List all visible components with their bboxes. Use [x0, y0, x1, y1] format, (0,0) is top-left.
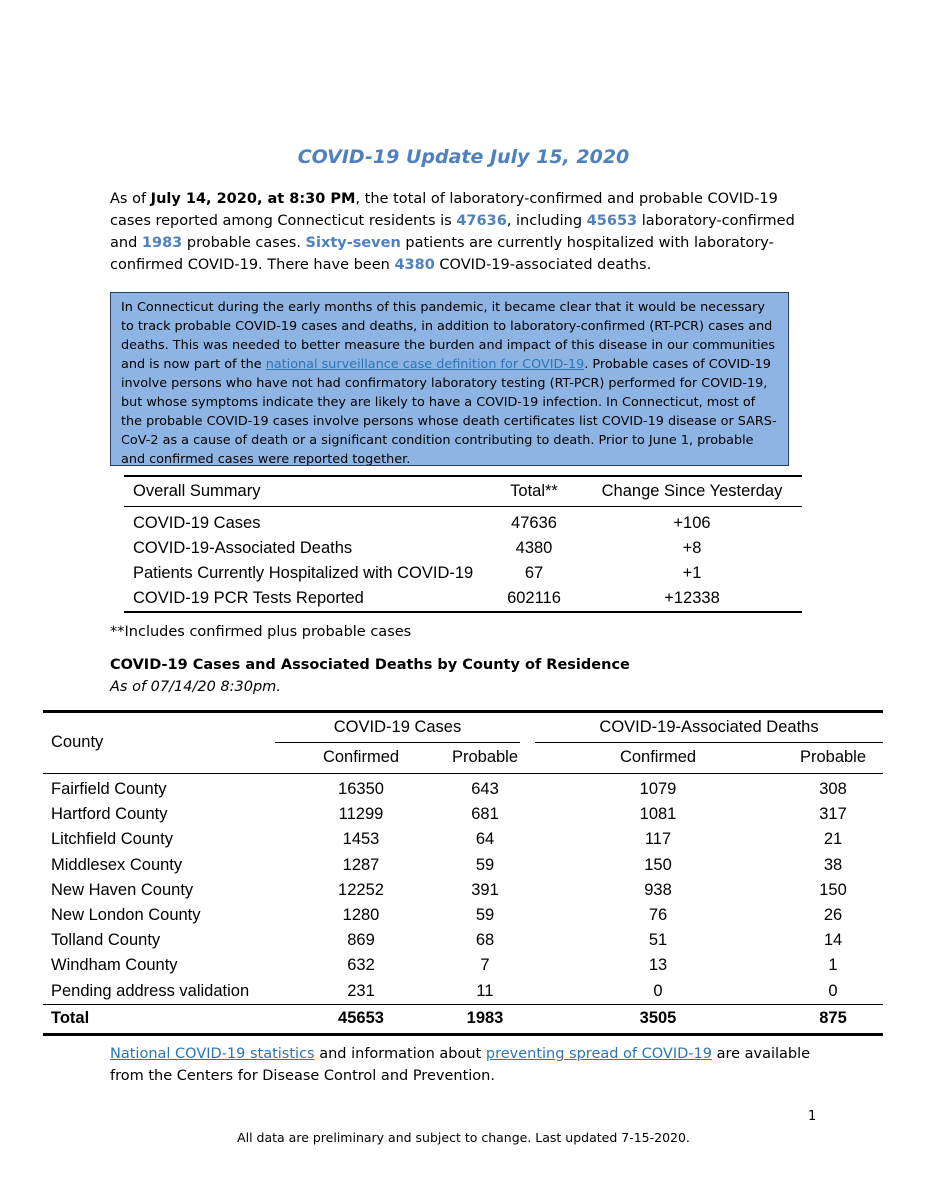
county-name: Litchfield County	[51, 830, 173, 849]
intro-text: probable cases.	[182, 235, 306, 251]
page-title: COVID-19 Update July 15, 2020	[297, 146, 630, 168]
summary-change: +106	[673, 514, 711, 532]
deaths-confirmed: 117	[644, 830, 672, 849]
intro-text: COVID-19-associated deaths.	[434, 257, 652, 273]
overall-summary-table	[124, 475, 802, 613]
county-row	[43, 853, 883, 878]
county-table-title: COVID-19 Cases and Associated Deaths by County of Residence	[110, 657, 630, 673]
county-name: Middlesex County	[51, 855, 183, 874]
county-row	[43, 903, 883, 928]
cases-confirmed: 632	[347, 956, 375, 975]
note-text-part: . Probable cases of COVID-19 involve persons who have not had confirmatory laboratory testing (RT-PCR) performed for COVID-19, but whose symptoms indicate they are likely to have a COVID-19 infection. In Connecticut, most of the probable COVID-19 cases involve persons whose death certificates list COVID-19 disease or SARS-CoV-2 as a cause of death or a significant condition contributing to death. Prior to June 1, probable and confirmed cases were reported together.	[121, 357, 777, 466]
cases-confirmed: 231	[347, 981, 375, 1000]
summary-header-change: Change Since Yesterday	[601, 482, 783, 500]
county-table-header	[43, 713, 883, 774]
county-name: New Haven County	[51, 880, 194, 899]
county-name: Hartford County	[51, 805, 168, 824]
deaths-group-header: COVID-19-Associated Deaths	[599, 718, 819, 736]
summary-total: 47636	[511, 514, 557, 532]
cdc-info-paragraph	[110, 1043, 830, 1087]
cases-probable: 68	[475, 931, 495, 950]
summary-label: COVID-19 Cases	[133, 514, 261, 532]
cases-probable: 7	[480, 956, 490, 975]
summary-row	[124, 586, 802, 611]
cases-group-header: COVID-19 Cases	[333, 718, 462, 736]
summary-total: 67	[524, 564, 544, 582]
county-row	[43, 953, 883, 978]
summary-header-label: Overall Summary	[133, 482, 261, 500]
preventing-spread-link[interactable]: preventing spread of COVID-19	[485, 1046, 712, 1062]
intro-paragraph	[110, 188, 810, 276]
cases-confirmed: 11299	[338, 805, 384, 824]
deaths-confirmed: 76	[648, 905, 668, 924]
county-row	[43, 878, 883, 903]
cases-probable: 391	[471, 880, 499, 899]
deaths-probable: 21	[823, 830, 843, 849]
county-name: Pending address validation	[51, 981, 250, 1000]
national-statistics-link[interactable]: National COVID-19 statistics	[110, 1046, 315, 1062]
summary-label: Patients Currently Hospitalized with COVID-19	[133, 564, 474, 582]
cases-probable: 11	[476, 981, 494, 1000]
cases-confirmed: 1287	[342, 855, 380, 874]
cdc-text: and information about	[314, 1046, 486, 1062]
intro-text: As of	[110, 191, 151, 207]
total-deaths-confirmed: 3505	[639, 1008, 677, 1027]
cases-probable: 643	[471, 780, 499, 798]
total-cases: 47636	[456, 213, 507, 229]
note-text-part: In Connecticut during the early months of this pandemic, it became clear that it would be necessary to track probable COVID-19 cases and deaths, in addition to laboratory-confirmed (RT-PCR) cases and deaths. This was needed to better measure the burden and impact of this disease in our communities and is now part of the	[121, 300, 776, 372]
county-name: New London County	[51, 905, 201, 924]
deaths-confirmed: 1081	[639, 805, 677, 824]
deaths-confirmed: 13	[648, 956, 668, 975]
summary-change: +8	[682, 539, 702, 557]
cases-confirmed: 869	[347, 931, 375, 950]
deaths-confirmed: 0	[653, 981, 663, 1000]
deaths-probable-header: Probable	[799, 748, 867, 766]
cases-probable: 64	[475, 830, 495, 849]
county-row	[43, 928, 883, 953]
deaths-confirmed: 1079	[639, 780, 677, 798]
county-row	[43, 802, 883, 827]
county-name: Tolland County	[51, 931, 161, 950]
cdc-text: are available from the Centers for Disease Control and Prevention.	[110, 1046, 811, 1084]
intro-text: patients are currently hospitalized with laboratory-confirmed COVID-19. There have been	[110, 235, 774, 273]
probable-cases-note	[110, 292, 789, 466]
intro-text: , including	[506, 213, 587, 229]
county-row	[43, 827, 883, 852]
summary-label: COVID-19-Associated Deaths	[133, 539, 353, 557]
county-table-subtitle: As of 07/14/20 8:30pm.	[110, 679, 281, 695]
deaths-count: 4380	[394, 257, 435, 273]
total-cases-probable: 1983	[466, 1008, 504, 1027]
summary-row	[124, 561, 802, 586]
deaths-probable: 0	[828, 981, 838, 1000]
cases-probable: 681	[471, 805, 499, 824]
deaths-confirmed-header: Confirmed	[619, 748, 697, 766]
confirmed-cases: 45653	[586, 213, 638, 229]
page-footer: All data are preliminary and subject to change. Last updated 7-15-2020.	[237, 1130, 690, 1145]
cases-probable: 59	[475, 905, 495, 924]
summary-total: 602116	[507, 589, 561, 607]
county-column-header: County	[51, 733, 104, 751]
deaths-probable: 1	[828, 956, 838, 975]
summary-row	[124, 536, 802, 561]
deaths-probable: 38	[823, 855, 843, 874]
cases-confirmed: 1280	[342, 905, 380, 924]
case-definition-link[interactable]: national surveillance case definition for COVID-19	[265, 357, 585, 372]
county-name: Windham County	[51, 956, 178, 975]
cases-probable: 59	[475, 855, 495, 874]
total-label: Total	[51, 1008, 90, 1027]
county-row	[43, 979, 883, 1004]
intro-text: laboratory-confirmed and	[110, 213, 795, 251]
hospitalized-count: Sixty-seven	[305, 235, 401, 251]
county-row	[43, 777, 883, 802]
summary-change: +12338	[664, 589, 720, 607]
deaths-probable: 26	[823, 905, 843, 924]
intro-text: , the total of laboratory-confirmed and probable COVID-19 cases reported among Connecticut residents is	[110, 191, 778, 229]
summary-header-row	[124, 477, 802, 507]
report-date: July 14, 2020, at 8:30 PM	[150, 191, 356, 207]
cases-confirmed: 1453	[342, 830, 380, 849]
deaths-confirmed: 51	[648, 931, 668, 950]
summary-total: 4380	[515, 539, 553, 557]
probable-cases: 1983	[141, 235, 183, 251]
summary-change: +1	[682, 564, 702, 582]
deaths-confirmed: 150	[644, 855, 672, 874]
county-total-row	[43, 1004, 883, 1036]
cases-probable-header: Probable	[451, 748, 519, 766]
county-table	[43, 710, 883, 1036]
deaths-probable: 308	[819, 780, 847, 798]
deaths-confirmed: 938	[644, 880, 672, 899]
summary-row	[124, 511, 802, 536]
deaths-probable: 150	[819, 880, 847, 899]
deaths-probable: 14	[823, 931, 843, 950]
cases-confirmed: 12252	[338, 880, 384, 899]
county-name: Fairfield County	[51, 780, 167, 798]
cases-confirmed-header: Confirmed	[322, 748, 400, 766]
deaths-probable: 317	[819, 805, 847, 824]
note-text	[121, 298, 778, 466]
total-deaths-probable: 875	[819, 1008, 847, 1027]
summary-label: COVID-19 PCR Tests Reported	[133, 589, 364, 607]
page-number: 1	[808, 1109, 817, 1124]
cases-confirmed: 16350	[338, 780, 384, 798]
summary-footnote: **Includes confirmed plus probable cases	[110, 624, 412, 640]
summary-header-total: Total**	[510, 482, 558, 500]
total-cases-confirmed: 45653	[338, 1008, 384, 1027]
